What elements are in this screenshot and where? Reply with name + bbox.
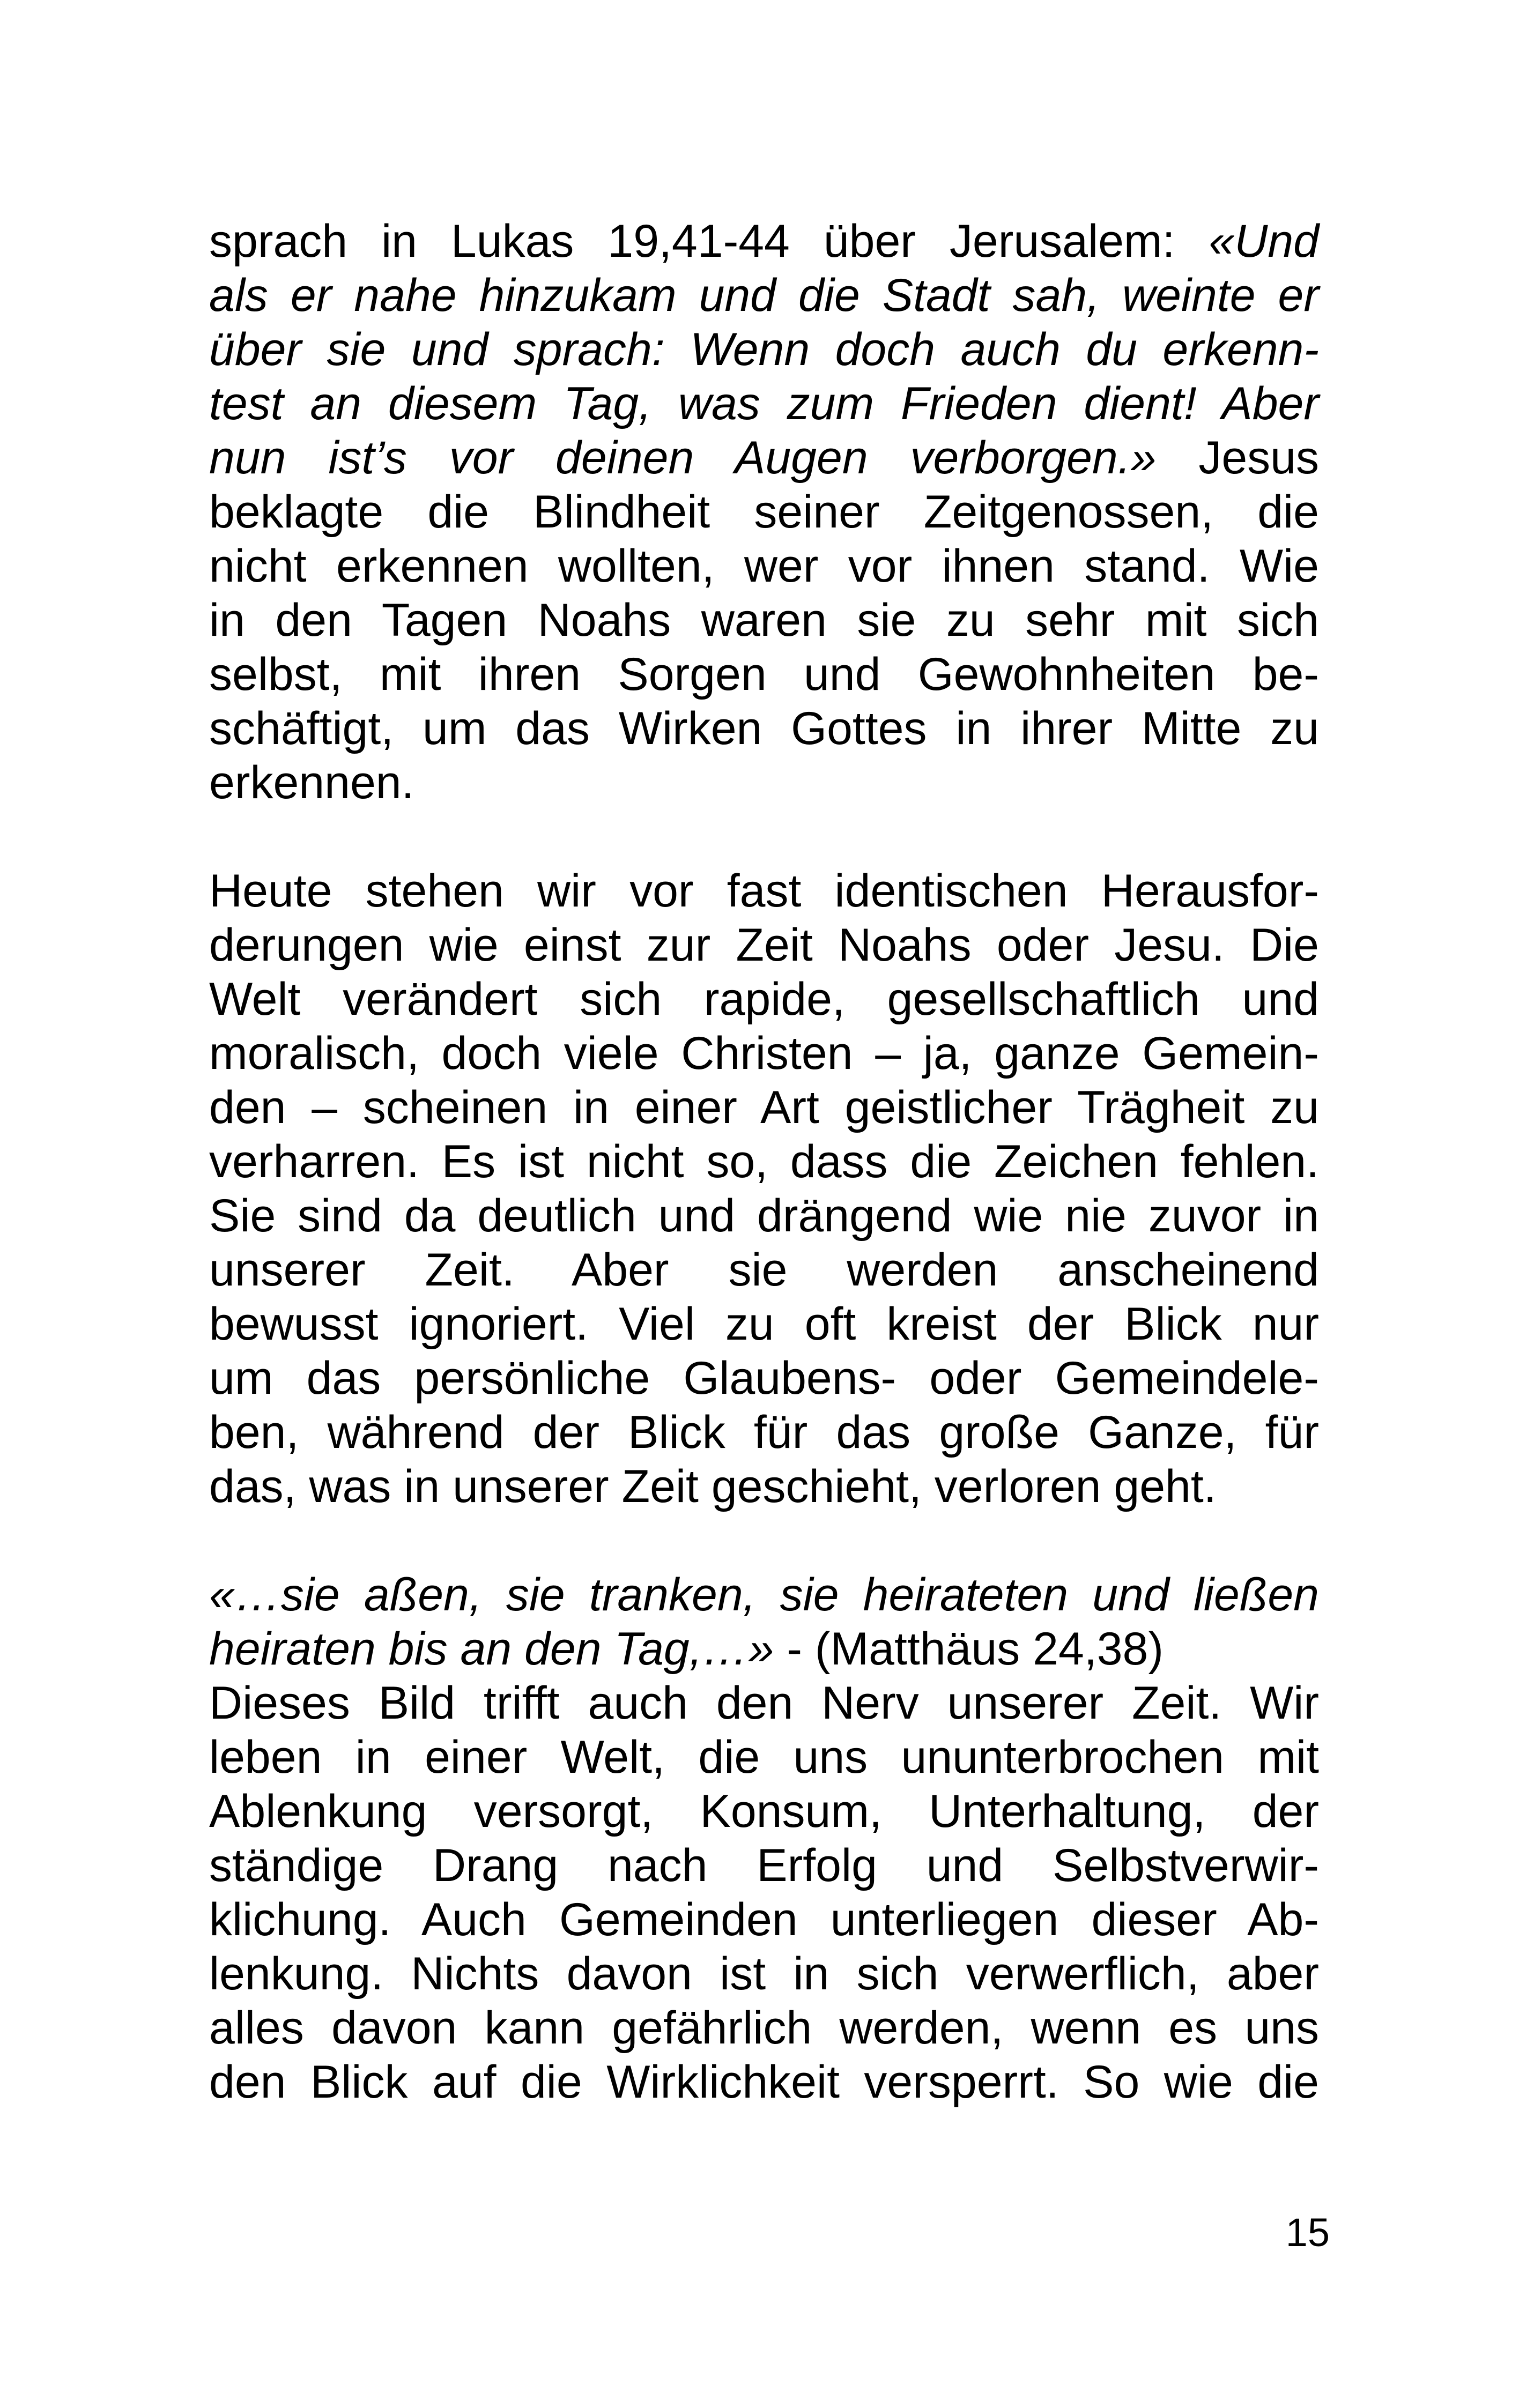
- text-line: [209, 1189, 1319, 1243]
- text-line: [209, 918, 1319, 972]
- body-text-segment: nicht erkennen wollten, wer vor ihnen stand. Wie: [209, 540, 1319, 592]
- quote-text-segment: über sie und sprach: Wenn doch auch du erkenn-: [209, 324, 1319, 375]
- text-line: [209, 1893, 1319, 1947]
- text-line: [209, 431, 1319, 485]
- text-line: [209, 593, 1319, 648]
- body-text-segment: klichung. Auch Gemeinden unterliegen dieser Ab-: [209, 1894, 1319, 1945]
- text-line: [209, 214, 1319, 269]
- text-line: [209, 1785, 1319, 1839]
- body-text-segment: ständige Drang nach Erfolg und Selbstverwir-: [209, 1840, 1319, 1891]
- text-line: [209, 1460, 1319, 1514]
- body-text-segment: schäftigt, um das Wirken Gottes in ihrer Mitte zu: [209, 703, 1319, 754]
- body-text-segment: den Blick auf die Wirklichkeit versperrt. So wie die: [209, 2056, 1319, 2108]
- text-line: [209, 702, 1319, 756]
- body-text-segment: den – scheinen in einer Art geistlicher Trägheit zu: [209, 1082, 1319, 1133]
- text-line: [209, 756, 1319, 810]
- text-line: [209, 1406, 1319, 1460]
- quote-text-segment: «…sie aßen, sie tranken, sie heirateten und ließen: [209, 1569, 1319, 1621]
- text-line: [209, 1730, 1319, 1785]
- quote-text-segment: heiraten bis an den Tag,…»: [209, 1623, 774, 1675]
- body-text-segment: Dieses Bild trifft auch den Nerv unserer Zeit. Wir: [209, 1677, 1319, 1729]
- body-text: [209, 214, 1319, 2109]
- paragraph-1: [209, 214, 1319, 810]
- body-text-segment: in den Tagen Noahs waren sie zu sehr mit sich: [209, 594, 1319, 646]
- body-text-segment: ben, während der Blick für das große Ganze, für: [209, 1407, 1319, 1458]
- body-text-segment: Jesus: [1156, 432, 1319, 484]
- text-line: [209, 1243, 1319, 1297]
- body-text-segment: alles davon kann gefährlich werden, wenn es uns: [209, 2002, 1319, 2054]
- quote-text-segment: test an diesem Tag, was zum Frieden dient! Aber: [209, 378, 1319, 429]
- body-text-segment: Welt verändert sich rapide, gesellschaftlich und: [209, 973, 1319, 1025]
- text-line: [209, 1839, 1319, 1893]
- text-line: [209, 648, 1319, 702]
- text-line: [209, 323, 1319, 377]
- paragraph-3: [209, 1568, 1319, 2109]
- text-line: [209, 377, 1319, 431]
- text-line: [209, 864, 1319, 918]
- body-text-segment: das, was in unserer Zeit geschieht, verloren geht.: [209, 1461, 1217, 1512]
- body-text-segment: erkennen.: [209, 757, 414, 808]
- text-line: [209, 1676, 1319, 1730]
- body-text-segment: - (Matthäus 24,38): [774, 1623, 1164, 1675]
- body-text-segment: Sie sind da deutlich und drängend wie nie zuvor in: [209, 1190, 1319, 1242]
- text-line: [209, 1351, 1319, 1406]
- body-text-segment: um das persönliche Glaubens- oder Gemeindele-: [209, 1352, 1319, 1404]
- paragraph-2: [209, 864, 1319, 1514]
- text-line: [209, 269, 1319, 323]
- text-line: [209, 1568, 1319, 1622]
- body-text-segment: moralisch, doch viele Christen – ja, ganze Gemein-: [209, 1028, 1319, 1079]
- quote-text-segment: nun ist’s vor deinen Augen verborgen.»: [209, 432, 1157, 484]
- text-line: [209, 1081, 1319, 1135]
- body-text-segment: bewusst ignoriert. Viel zu oft kreist der Blick nur: [209, 1298, 1319, 1350]
- body-text-segment: sprach in Lukas 19,41-44 über Jerusalem:: [209, 215, 1209, 267]
- text-line: [209, 1027, 1319, 1081]
- quote-text-segment: «Und: [1209, 215, 1319, 267]
- body-text-segment: lenkung. Nichts davon ist in sich verwerflich, aber: [209, 1948, 1319, 2000]
- body-text-segment: beklagte die Blindheit seiner Zeitgenossen, die: [209, 486, 1319, 538]
- body-text-segment: unserer Zeit. Aber sie werden anscheinend: [209, 1244, 1319, 1296]
- text-line: [209, 2055, 1319, 2109]
- body-text-segment: leben in einer Welt, die uns ununterbrochen mit: [209, 1731, 1319, 1783]
- page-number: 15: [1285, 2210, 1330, 2255]
- text-line: [209, 2001, 1319, 2055]
- body-text-segment: Ablenkung versorgt, Konsum, Unterhaltung, der: [209, 1786, 1319, 1837]
- text-line: [209, 1297, 1319, 1351]
- text-line: [209, 972, 1319, 1027]
- text-line: [209, 485, 1319, 539]
- text-line: [209, 1622, 1319, 1676]
- body-text-segment: selbst, mit ihren Sorgen und Gewohnheiten be-: [209, 649, 1319, 700]
- text-line: [209, 1135, 1319, 1189]
- body-text-segment: verharren. Es ist nicht so, dass die Zeichen fehlen.: [209, 1136, 1319, 1187]
- body-text-segment: Heute stehen wir vor fast identischen Herausfor-: [209, 865, 1319, 917]
- body-text-segment: derungen wie einst zur Zeit Noahs oder Jesu. Die: [209, 919, 1319, 971]
- text-line: [209, 539, 1319, 593]
- quote-text-segment: als er nahe hinzukam und die Stadt sah, weinte er: [209, 270, 1319, 321]
- text-line: [209, 1947, 1319, 2001]
